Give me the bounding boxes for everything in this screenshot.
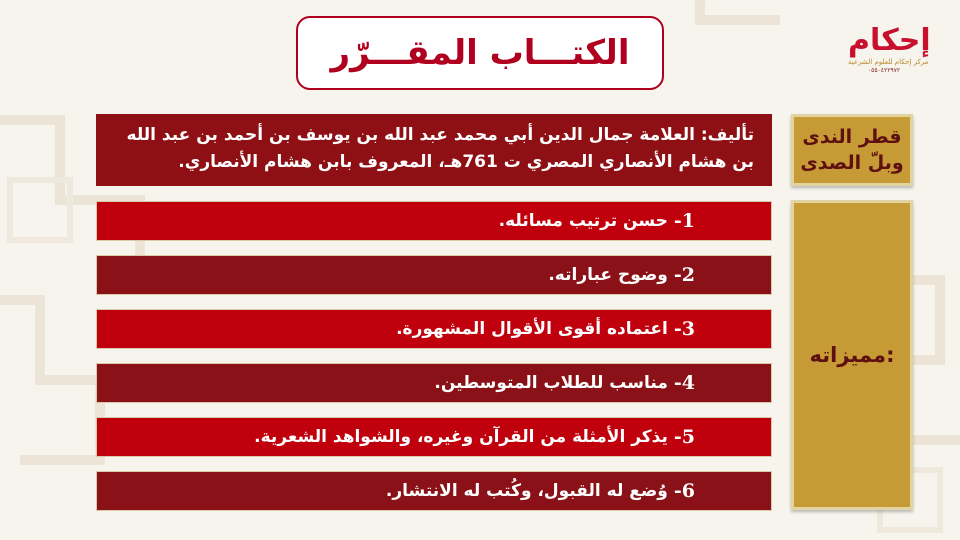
feature-number: 5- [673,426,695,448]
feature-number: 3- [673,318,695,340]
logo-subtitle: مركز إحكام للعلوم الشرعية [848,58,929,66]
feature-text: حسن ترتيب مسائله. [498,211,668,231]
features-label-box [791,200,913,510]
feature-number: 4- [673,372,695,394]
feature-number: 6- [673,480,695,502]
author-text: تأليف: العلامة جمال الدين أبي محمد عبد الله بن يوسف بن أحمد بن عبد الله بن هشام الأنصاري المصري ت 761هـ، المعروف بابن هشام الأنصاري. [126,125,754,172]
feature-row [96,255,772,295]
page-title: الكتـــاب المقـــرّر [330,33,630,73]
book-name-box [791,114,913,186]
feature-row [96,201,772,241]
feature-text: اعتماده أقوى الأقوال المشهورة. [396,319,668,339]
feature-row [96,309,772,349]
feature-number: 2- [673,264,695,286]
title-box [296,16,664,90]
feature-number: 1- [673,210,695,232]
author-box [96,114,772,186]
book-name-line2: وبلّ الصدى [800,152,904,174]
book-name-line1: قطر الندى [802,126,902,148]
features-label: مميزاته: [809,343,895,367]
feature-row [96,471,772,511]
feature-text: وضوح عباراته. [548,265,668,285]
logo-mark: إحكام [848,23,931,58]
logo [848,23,931,94]
feature-text: مناسب للطلاب المتوسطين. [434,373,668,393]
feature-row [96,363,772,403]
feature-row [96,417,772,457]
feature-text: يذكر الأمثلة من القرآن وغيره، والشواهد الشعرية. [254,427,668,447]
feature-text: وُضع له القبول، وكُتب له الانتشار. [385,481,668,501]
logo-phone: ٠٥٥٠٤٢٢٩٧٢ [867,67,901,74]
